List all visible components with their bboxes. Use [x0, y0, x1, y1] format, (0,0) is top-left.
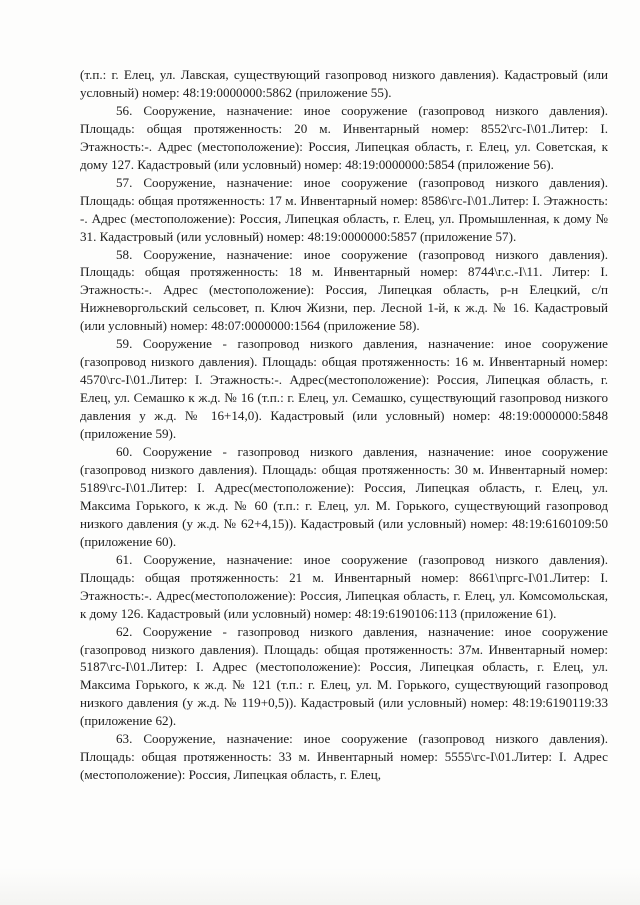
page-bottom-edge	[0, 868, 640, 905]
paragraph-item-63: 63. Сооружение, назначение: иное сооружение (газопровод низкого давления). Площадь: общая протяженность: 33 м. Инвентарный номер: 5555\гс-I\01.Литер: I. Адрес (местоположение): Россия, Липецкая область, г. Елец,	[80, 731, 608, 783]
paragraph-item-57: 57. Сооружение, назначение: иное сооружение (газопровод низкого давления). Площадь: общая протяженность: 17 м. Инвентарный номер: 8586\гс-I\01.Литер: I. Этажность: -. Адрес (местоположение): Россия, Липецкая область, г. Елец, ул. Промышленная, к дому № 31. Кадастровый (или условный) номер: 48:19:0000000:5857 (приложение 57).	[80, 174, 608, 244]
paragraph-item-62: 62. Сооружение - газопровод низкого давления, назначение: иное сооружение (газопровод низкого давления). Площадь: общая протяженность: 37м. Инвентарный номер: 5187\гс-I\01.Литер: I. Адрес (местоположение): Россия, Липецкая область, г. Елец, ул. Максима Горького, к ж.д. № 121 (т.п.: г. Елец, ул. М. Горького, существующий газопровод низкого давления (у ж.д. № 119+0,5)). Кадастровый (или условный) номер: 48:19:6190119:33 (приложение 62).	[80, 623, 608, 729]
paragraph-item-56: 56. Сооружение, назначение: иное сооружение (газопровод низкого давления). Площадь: общая протяженность: 20 м. Инвентарный номер: 8552\гс-I\01.Литер: I. Этажность:-. Адрес (местоположение): Россия, Липецкая область, г. Елец, ул. Советская, к дому 127. Кадастровый (или условный) номер: 48:19:0000000:5854 (приложение 56).	[80, 102, 608, 172]
paragraph-item-60: 60. Сооружение - газопровод низкого давления, назначение: иное сооружение (газопровод низкого давления). Площадь: общая протяженность: 30 м. Инвентарный номер: 5189\гс-I\01.Литер: I. Адрес(местоположение): Россия, Липецкая область, г. Елец, ул. Максима Горького, к ж.д. № 60 (т.п.: г. Елец, ул. М. Горького, существующий газопровод низкого давления (у ж.д. № 62+4,15)). Кадастровый (или условный) номер: 48:19:6160109:50 (приложение 60).	[80, 444, 608, 549]
paragraph-item-55-continuation: (т.п.: г. Елец, ул. Лавская, существующий газопровод низкого давления). Кадастровый (или условный) номер: 48:19:0000000:5862 (приложение 55).	[80, 67, 608, 100]
paragraph-item-59: 59. Сооружение - газопровод низкого давления, назначение: иное сооружение (газопровод низкого давления). Площадь: общая протяженность: 16 м. Инвентарный номер: 4570\гс-I\01.Литер: I. Этажность:-. Адрес(местоположение): Россия, Липецкая область, г. Елец, ул. Семашко к ж.д. № 16 (т.п.: г. Елец, ул. Семашко, существующий газопровод низкого давления у ж.д. № 16+14,0). Кадастровый (или условный) номер: 48:19:0000000:5848 (приложение 59).	[80, 336, 608, 442]
paragraph-item-61: 61. Сооружение, назначение: иное сооружение (газопровод низкого давления). Площадь: общая протяженность: 21 м. Инвентарный номер: 8661\пргс-I\01.Литер: I. Этажность:-. Адрес(местоположение): Россия, Липецкая область, г. Елец, ул. Комсомольская, к дому 126. Кадастровый (или условный) номер: 48:19:6190106:113 (приложение 61).	[80, 551, 608, 621]
paragraph-item-58: 58. Сооружение, назначение: иное сооружение (газопровод низкого давления). Площадь: общая протяженность: 18 м. Инвентарный номер: 8744\г.с.-I\11. Литер: I. Этажность:-. Адрес (местоположение): Россия, Липецкая область, р-н Елецкий, с/п Нижневоргольский сельсовет, п. Ключ Жизни, пер. Лесной 1-й, к ж.д. № 16. Кадастровый (или условный) номер: 48:07:0000000:1564 (приложение 58).	[80, 246, 608, 334]
document-body	[80, 66, 608, 784]
